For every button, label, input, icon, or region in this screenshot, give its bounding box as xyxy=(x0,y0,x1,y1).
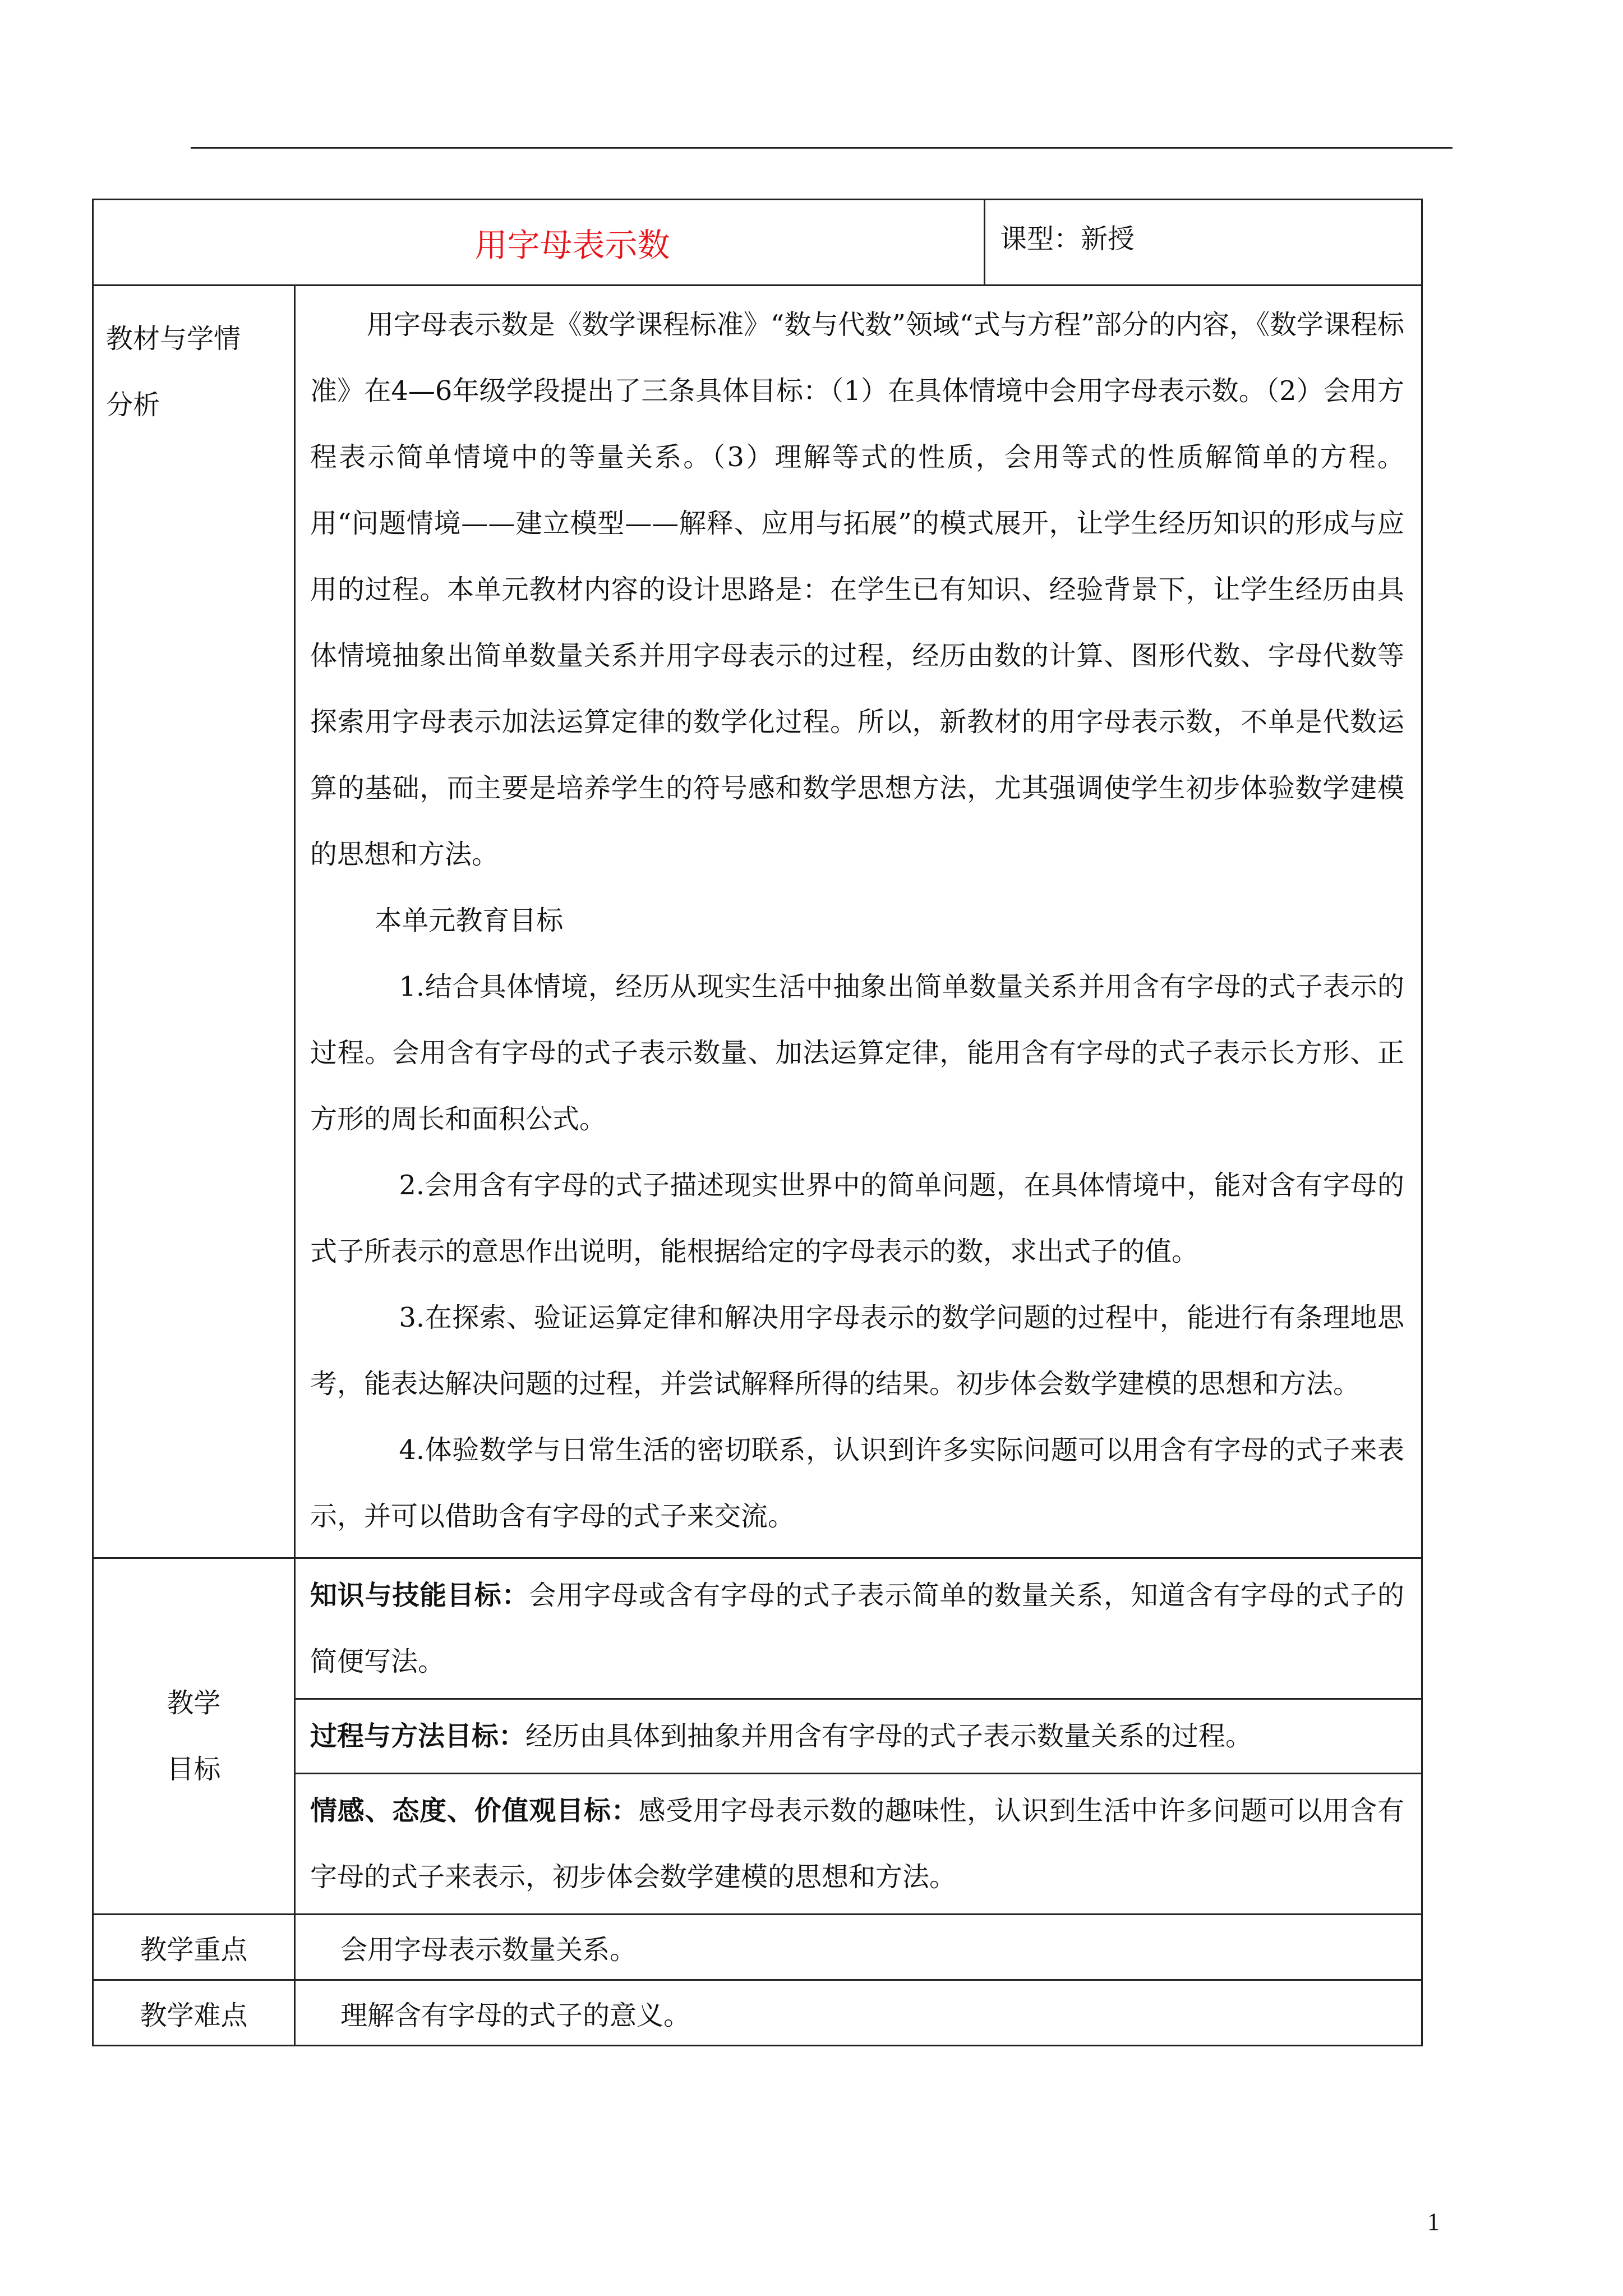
objectives-label-line1: 教学 xyxy=(167,1687,221,1719)
key-point-row xyxy=(93,1915,1422,1980)
knowledge-objective-label: 知识与技能目标： xyxy=(310,1580,529,1611)
objectives-label xyxy=(93,1558,295,1915)
knowledge-objective xyxy=(295,1558,1422,1699)
unit-goal-1: 1.结合具体情境，经历从现实生活中抽象出简单数量关系并用含有字母的式子表示的过程。会用含有字母的式子表示数量、加法运算定律，能用含有字母的式子表示长方形、正方形的周长和面积公式。 xyxy=(310,971,1405,1135)
key-point-label: 教学重点 xyxy=(93,1915,295,1980)
objectives-label-line2: 目标 xyxy=(167,1754,221,1785)
knowledge-objective-text: 会用字母或含有字母的式子表示简单的数量关系，知道含有字母的式子的简便写法。 xyxy=(310,1580,1404,1677)
emotion-objective-text: 感受用字母表示数的趣味性，认识到生活中许多问题可以用含有字母的式子来表示，初步体会数学建模的思想和方法。 xyxy=(310,1795,1405,1893)
analysis-label xyxy=(93,286,295,1558)
key-point-text: 会用字母表示数量关系。 xyxy=(295,1915,1422,1980)
unit-goals-heading: 本单元教育目标 xyxy=(375,905,564,936)
analysis-content xyxy=(295,286,1422,1558)
lesson-plan-table xyxy=(92,199,1423,2046)
process-objective xyxy=(295,1699,1422,1774)
header-rule xyxy=(191,147,1453,149)
lesson-type: 课型：新授 xyxy=(985,200,1422,286)
unit-goal-3: 3.在探索、验证运算定律和解决用字母表示的数学问题的过程中，能进行有条理地思考，能表达解决问题的过程，并尝试解释所得的结果。初步体会数学建模的思想和方法。 xyxy=(310,1302,1405,1400)
analysis-intro: 用字母表示数是《数学课程标准》“数与代数”领域“式与方程”部分的内容，《数学课程标准》在4—6年级学段提出了三条具体目标：（1）在具体情境中会用字母表示数。（2）会用方程表示简单情境中的等量关系。（3）理解等式的性质，会用等式的性质解简单的方程。用“问题情境——建立模型——解释、应用与拓展”的模式展开，让学生经历知识的形成与应用的过程。本单元教材内容的设计思路是：在学生已有知识、经验背景下，让学生经历由具体情境抽象出简单数量关系并用字母表示的过程，经历由数的计算、图形代数、字母代数等探索用字母表示加法运算定律的数学化过程。所以，新教材的用字母表示数，不单是代数运算的基础，而主要是培养学生的符号感和数学思想方法，尤其强调使学生初步体验数学建模的思想和方法。 xyxy=(310,309,1405,870)
page-number: 1 xyxy=(1427,2208,1440,2235)
process-objective-text: 经历由具体到抽象并用含有字母的式子表示数量关系的过程。 xyxy=(525,1720,1253,1752)
difficulty-row xyxy=(93,1980,1422,2046)
unit-goal-2: 2.会用含有字母的式子描述现实世界中的简单问题，在具体情境中，能对含有字母的式子所表示的意思作出说明，能根据给定的字母表示的数，求出式子的值。 xyxy=(310,1170,1405,1267)
difficulty-label: 教学难点 xyxy=(93,1980,295,2046)
title-cell xyxy=(93,200,985,286)
process-objective-label: 过程与方法目标： xyxy=(310,1720,526,1752)
analysis-label-line1: 教材与学情 xyxy=(106,323,241,355)
analysis-label-line2: 分析 xyxy=(106,389,160,421)
emotion-objective xyxy=(295,1774,1422,1915)
title-row xyxy=(93,200,1422,286)
objective-row-knowledge xyxy=(93,1558,1422,1699)
difficulty-text: 理解含有字母的式子的意义。 xyxy=(295,1980,1422,2046)
analysis-row xyxy=(93,286,1422,1558)
unit-goal-4: 4.体验数学与日常生活的密切联系，认识到许多实际问题可以用含有字母的式子来表示，并可以借助含有字母的式子来交流。 xyxy=(310,1434,1405,1532)
emotion-objective-label: 情感、态度、价值观目标： xyxy=(310,1795,639,1826)
lesson-title: 用字母表示数 xyxy=(474,226,670,264)
